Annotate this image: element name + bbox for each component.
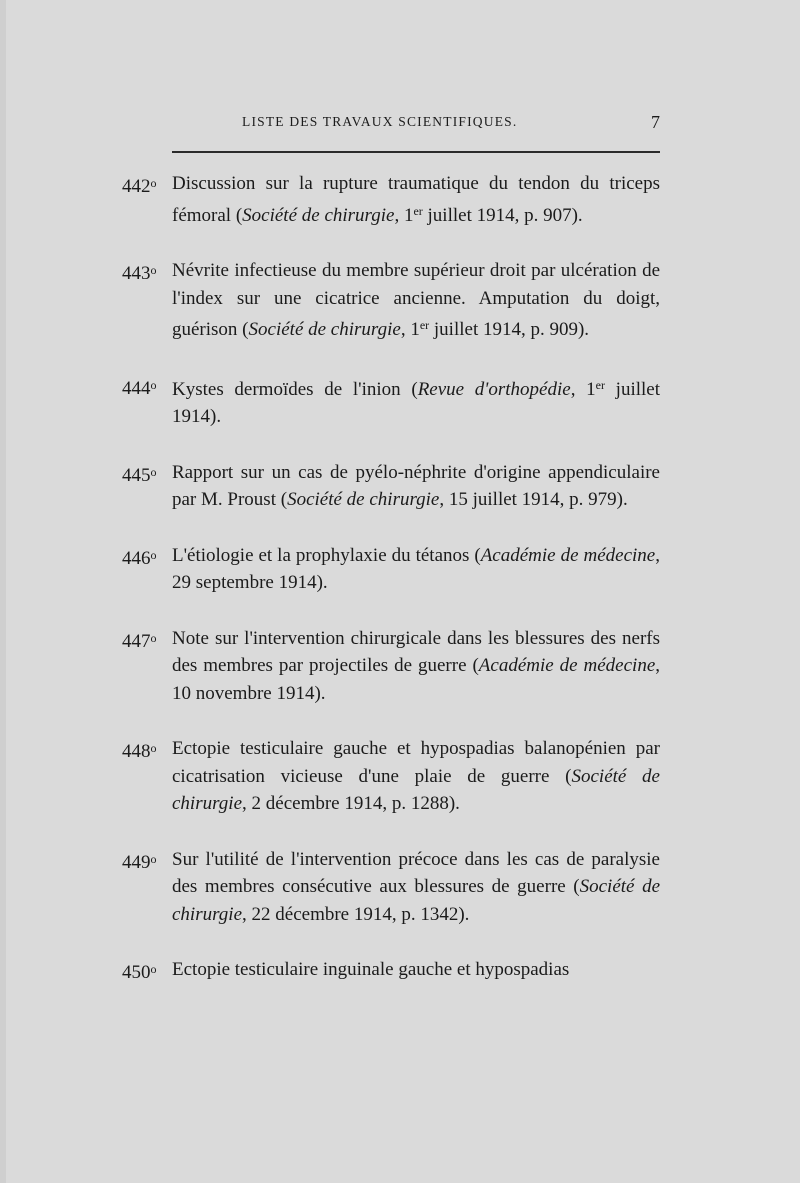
entry-text <box>172 260 660 340</box>
journal-title: Académie de médecine <box>478 655 656 676</box>
running-title: LISTE DES TRAVAUX SCIENTIFIQUES. <box>242 114 518 129</box>
page-header <box>172 114 660 140</box>
entry-text-segment: Ectopie testiculaire inguinale gauche et hypospadias <box>172 959 570 980</box>
entry-text-segment: , 22 décembre 1914, p. 1342). <box>242 903 470 925</box>
entry-text <box>172 738 660 814</box>
entry-number: 446$^o$ <box>122 547 157 569</box>
entry-number: 444$^o$ <box>122 377 157 399</box>
journal-title: Société de chirurgie <box>242 204 395 226</box>
bibliography-entry <box>122 846 660 929</box>
entry-text-segment: Ectopie testiculaire gauche et hypospadias balanopénien par cicatrisation vicieuse d'une plaie de guerre ( <box>172 738 660 787</box>
journal-title: Société de chirurgie <box>172 876 660 925</box>
entry-text-segment: , 10 novembre 1914). <box>172 655 660 704</box>
entry-number: 448$^o$ <box>122 741 157 762</box>
entry-number: 443$^o$ <box>122 263 157 284</box>
bibliography-entry <box>122 542 660 597</box>
entry-number: 449$^o$ <box>122 851 157 873</box>
ordinal-suffix: er <box>413 203 423 218</box>
entry-number: 450$^o$ <box>122 962 157 983</box>
bibliography-entry <box>122 459 660 514</box>
entry-text-segment: , 1 <box>400 319 420 340</box>
bibliography-entry <box>122 956 660 984</box>
entry-text <box>172 545 660 594</box>
bibliography-entry <box>122 372 660 431</box>
entry-list <box>122 170 660 1012</box>
entry-text <box>172 462 660 511</box>
ordinal-suffix: er <box>595 377 605 392</box>
journal-title: Revue d'orthopédie <box>417 378 571 400</box>
entry-text-segment: Kystes dermoïdes de l'inion ( <box>172 378 418 400</box>
entry-text-segment: , 2 décembre 1914, p. 1288). <box>242 793 460 814</box>
entry-text-segment: , 1 <box>570 378 596 400</box>
entry-text-segment: juillet 1914). <box>172 378 661 427</box>
bibliography-entry <box>122 257 660 344</box>
entry-text <box>172 628 660 704</box>
entry-text <box>172 849 660 925</box>
entry-text-segment: Rapport sur un cas de pyélo-néphrite d'origine appendiculaire par M. Proust ( <box>172 461 660 510</box>
entry-text-segment: , 1 <box>394 204 414 226</box>
entry-text <box>172 959 569 980</box>
entry-text <box>172 173 660 226</box>
entry-number: 442$^o$ <box>122 176 157 197</box>
entry-text-segment: Note sur l'intervention chirurgicale dans les blessures des nerfs des membres par projectiles de guerre ( <box>172 627 660 676</box>
journal-title: Société de chirurgie <box>248 319 401 340</box>
bibliography-entry <box>122 170 660 229</box>
header-rule <box>172 151 660 153</box>
ordinal-suffix: er <box>419 318 430 332</box>
entry-number: 445$^o$ <box>122 464 157 486</box>
entry-text-segment: juillet 1914, p. 909). <box>429 319 590 340</box>
entry-text-segment: , 15 juillet 1914, p. 979). <box>439 489 628 510</box>
journal-title: Académie de médecine <box>480 544 656 566</box>
journal-title: Société de chirurgie <box>172 765 660 814</box>
bibliography-entry <box>122 625 660 708</box>
page-number: 7 <box>651 112 660 132</box>
journal-title: Société de chirurgie <box>287 489 440 510</box>
entry-text-segment: Discussion sur la rupture traumatique du tendon du triceps fémoral ( <box>172 173 660 226</box>
entry-number: 447$^o$ <box>122 630 157 652</box>
entry-text-segment: juillet 1914, p. 907). <box>422 204 583 226</box>
entry-text-segment: Névrite infectieuse du membre supérieur droit par ulcération de l'index sur une cicatrice ancienne. Amputation du doigt, guérison ( <box>172 260 660 340</box>
entry-text-segment: , 29 septembre 1914). <box>172 544 660 593</box>
entry-text-segment: Sur l'utilité de l'intervention précoce dans les cas de paralysie des membres consécutive aux blessures de guerre ( <box>172 848 660 897</box>
entry-text <box>172 379 660 428</box>
entry-text-segment: L'étiologie et la prophylaxie du tétanos ( <box>172 544 481 566</box>
bibliography-entry <box>122 735 660 818</box>
